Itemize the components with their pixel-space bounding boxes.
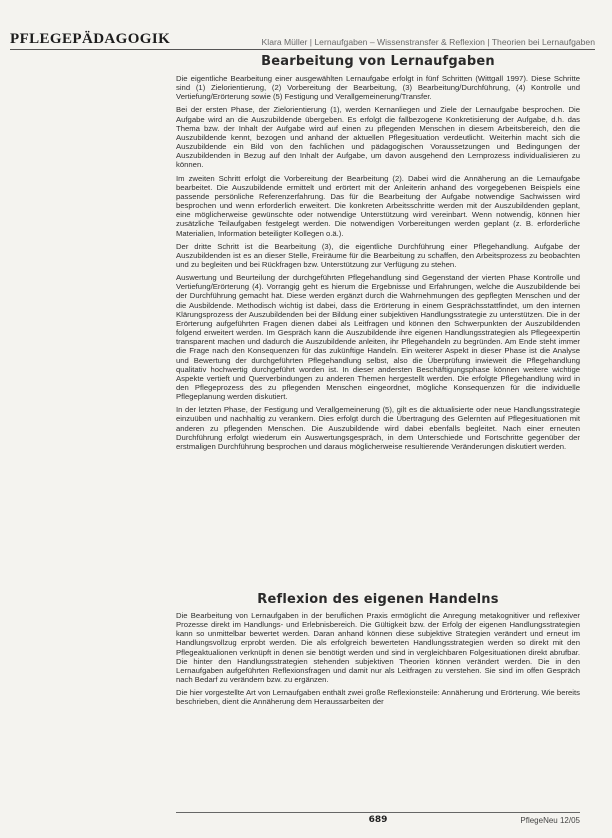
- page-header: [10, 28, 595, 50]
- paragraph: Bei der ersten Phase, der Zielorientierung (1), werden Kernanliegen und Ziele der Lernaufgabe besprochen. Die Aufgabe wird an die Auszubildende übergeben. Es erfolgt die fallbezogene Konkretisierung der Aufgabe, d.h. das Thema bzw. der Inhalt der Aufgabe wird auf einen zu pflegenden Menschen in diesem Arbeitsbereich, den die Auszubildende kennt, bezogen und anhand der aktuellen Pflegesituation verdeutlicht. Weiterhin macht sich die Auszubildende ein Bild von den fachlichen und pädagogischen Voraussetzungen und Bedingungen der Auszubildenden in Bezug auf den Inhalt der Aufgabe, um davon ausgehend den Lernprozess individualisieren zu können.: [176, 105, 580, 170]
- page-number: 689: [368, 815, 388, 825]
- paragraph: Im zweiten Schritt erfolgt die Vorbereitung der Bearbeitung (2). Dabei wird die Annäherung an die Lernaufgabe bearbeitet. Die Auszubildende ermittelt und erörtert mit der Anleiterin anhand des vorgegebenen Beispiels eine passende persönliche Referenzerfahrung. Das für die Bearbeitung der Aufgabe notwendige Sachwissen wird besprochen und wenn erforderlich erweitert. Die konkreten Arbeitsschritte werden mit der Auszubildenden geplant, eine möglicherweise gewünschte oder notwendige Unterstützung wird vereinbart. Wenn notwendig, können hier zusätzliche Teilaufgaben festgelegt werden. Die notwendigen Vorbereitungen werden geplant (z. B. erforderliche Materialien, Information beteiligter Kollegen o.ä.).: [176, 173, 580, 238]
- page-footer: [176, 812, 580, 827]
- paragraph: In der letzten Phase, der Festigung und Verallgemeinerung (5), gilt es die aktualisierte oder neue Handlungsstrategie einzuüben und nachhaltig zu verankern. Dies erfolgt durch die Übertragung des Gelernten auf Pflegesituationen mit anderen zu pflegenden Menschen. Die Auszubildende wird dabei ebenfalls begleitet. Nach einer erneuten Durchführung erfolgt wiederum ein Auswertungsgespräch, in dem Unterschiede und Fortschritte gegenüber der erstmaligen Durchführung besprochen und daraus möglicherweise resultierende Veränderungen diskutiert werden.: [176, 405, 580, 451]
- journal-title: PFLEGEPÄDAGOGIK: [10, 31, 171, 47]
- running-title: Klara Müller | Lernaufgaben – Wissenstransfer & Reflexion | Theorien bei Lernaufgaben: [261, 37, 595, 48]
- section-heading-reflexion: Reflexion des eigenen Handelns: [257, 592, 499, 607]
- paragraph: Auswertung und Beurteilung der durchgeführten Pflegehandlung sind Gegenstand der vierten Phase Kontrolle und Vertiefung/Erörterung (4). Vorrangig geht es hierum die Ergebnisse und Erfahrungen, welche die Auszubildende bei der Durchführung gemacht hat. Diese werden ergänzt durch die Wahrnehmungen des gepflegten Menschen und der die Ausbildende. Methodisch wichtig ist dabei, dass die Erörterung in einem Gesprächsstattfindet, um den internen Klärungsprozess der Auszubildenden bei der Bildung einer subjektiven Handlungsstrategie zu unterstützen. Die in der Erörterung aufgeführten Fragen dienen dabei als Leitfragen und können den Schwerpunkten der Auszubildenden folgend erweitert werden. Im Gespräch kann die Auszubildende ihre eigenen Handlungsstrategien als Pflegeexpertin transparent machen und dadurch die Auszubildende anleiten, ihr Pflegehandeln zu begründen. Am Ende steht immer die Frage nach den Konsequenzen für das zukünftige Handeln. Ein weiterer Aspekt in dieser Phase ist die Analyse und Bewertung der durchgeführten Pflegehandlung selbst, also die Überprüfung inwieweit die Pflegehandlung qualitativ hochwertig durchgeführt worden ist. In dieser andersten Beschäftigungsphase können weitere wichtige Aspekte vertieft und Querverbindungen zu anderen Themen hergestellt werden. Die erfolgte Pflegehandlung wird in den Pflegeprozess des zu pflegenden Menschen eingeordnet, mögliche Konsequenzen für die individuelle Pflegeplanung werden diskutiert.: [176, 273, 580, 402]
- paragraph: Die Bearbeitung von Lernaufgaben in der beruflichen Praxis ermöglicht die Anregung metakognitiver und reflexiver Prozesse direkt im Handlungs- und Erlebnisbereich. Die Gültigkeit bzw. der Erfolg der eigenen Handlungsstrategien kann so unmittelbar bewertet werden. Daran anhand können diese subjektive Strategien verändert und erneut im Handlungsvollzug erprobt werden. Die als erfolgreich bewerteten Handlungsstrategien werden so direkt mit den Pflegeaktualionen verknüpft in denen sie benötigt werden und sind in vergleichbaren Folgesituationen direkt abrufbar. Die hinter den Handlungsstrategien stehenden subjektiven Theorien können verändert werden. Die in den Lernaufgaben aufgeführten Reflexionsfragen und damit nur als Leitfragen zu verstehen. Sie sind im offen Gespräch nach Bedarf zu verändern bzw. zu ergänzen.: [176, 611, 580, 685]
- paragraph: Die hier vorgestellte Art von Lernaufgaben enthält zwei große Reflexionsteile: Annäherung und Erörterung. Wie bereits beschrieben, dient die Annäherung dem Heraussarbeiten der: [176, 688, 580, 707]
- paragraph: Der dritte Schritt ist die Bearbeitung (3), die eigentliche Durchführung einer Pflegehandlung. Aufgabe der Auszubildenden ist es an dieser Stelle, Freiräume für die Bearbeitung zu schaffen, den Arbeitsprozess zu beobachten und zu begleiten und bei Rückfragen bzw. Unterstützung zur Verfügung zu stehen.: [176, 241, 580, 269]
- paragraph: Die eigentliche Bearbeitung einer ausgewählten Lernaufgabe erfolgt in fünf Schritten (Wittgall 1997). Diese Schritte sind (1) Zielorientierung, (2) Vorbereitung der Bearbeitung, (3) Bearbeitung/Durchführung, (4) Kontrolle und Vertiefung/Erörterung sowie (5) Festigung und Verallgemeinerung/Transfer.: [176, 74, 580, 102]
- issue-label: PflegeNeu 12/05: [520, 816, 580, 825]
- section-heading-bearbeitung: Bearbeitung von Lernaufgaben: [261, 54, 495, 69]
- section-body-bearbeitung: [176, 74, 580, 455]
- section-body-reflexion: [176, 611, 580, 711]
